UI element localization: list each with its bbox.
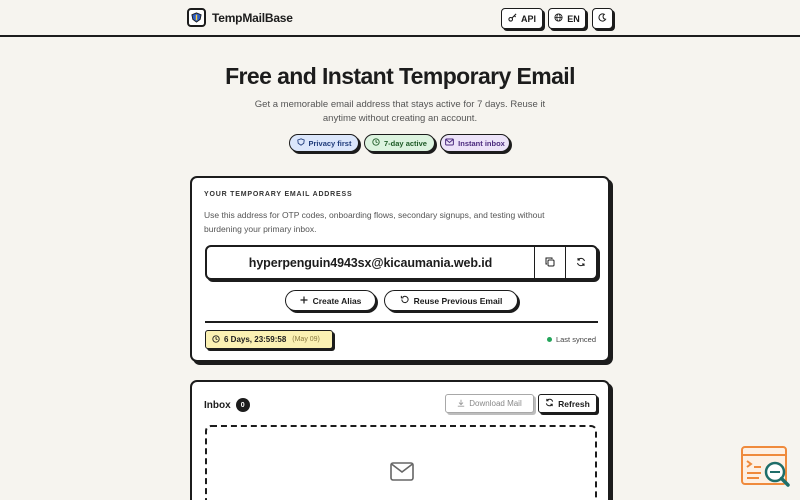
- search-document-icon: [741, 446, 791, 490]
- top-header: [0, 0, 800, 37]
- refresh-icon: [545, 398, 554, 409]
- mail-icon: [445, 138, 454, 148]
- shield-icon: [297, 138, 305, 148]
- instant-inbox-badge: [440, 134, 510, 152]
- page-title: Free and Instant Temporary Email: [225, 63, 575, 89]
- sync-status-label: Last synced: [555, 335, 596, 344]
- instant-inbox-label: Instant inbox: [458, 138, 505, 148]
- clock-icon: [212, 335, 220, 345]
- create-alias-button[interactable]: [285, 290, 376, 311]
- download-mail-label: Download Mail: [469, 399, 522, 408]
- create-alias-label: Create Alias: [312, 295, 362, 306]
- shield-logo-icon: [187, 8, 206, 27]
- support-widget[interactable]: [741, 446, 791, 490]
- seven-day-active-label: 7-day active: [384, 138, 427, 148]
- page-subtitle: Get a memorable email address that stays active for 7 days. Reuse it anytime without creating an account.: [254, 99, 546, 124]
- key-icon: [508, 13, 517, 24]
- expiry-date: (May 09): [292, 336, 320, 343]
- download-mail-button[interactable]: [445, 394, 534, 413]
- refresh-inbox-button[interactable]: [538, 394, 597, 413]
- empty-inbox-area: [205, 425, 597, 500]
- temporary-email-card: [190, 176, 610, 362]
- refresh-icon: [576, 254, 586, 272]
- download-icon: [457, 399, 465, 409]
- reuse-previous-email-label: Reuse Previous Email: [413, 295, 503, 306]
- plus-icon: [300, 296, 308, 306]
- api-button[interactable]: [501, 8, 543, 29]
- email-address-box: [205, 245, 598, 280]
- moon-icon: [598, 13, 607, 24]
- theme-toggle-button[interactable]: [592, 8, 613, 29]
- sync-status: [547, 335, 596, 344]
- email-address[interactable]: hyperpenguin4943sx@kicaumania.web.id: [248, 255, 493, 270]
- inbox-count-badge: 0: [236, 398, 250, 412]
- seven-day-active-badge: [364, 134, 435, 152]
- copy-email-button[interactable]: [534, 247, 565, 278]
- reuse-icon: [400, 295, 409, 306]
- inbox-title: Inbox: [204, 399, 231, 411]
- privacy-first-label: Privacy first: [308, 138, 352, 148]
- email-section-description: Use this address for OTP codes, onboarding flows, secondary signups, and testing without burdening your primary inbox.: [204, 210, 545, 234]
- api-label: API: [520, 13, 536, 24]
- reuse-previous-email-button[interactable]: [384, 290, 518, 311]
- language-label: EN: [567, 13, 580, 24]
- refresh-inbox-label: Refresh: [558, 398, 590, 409]
- expiry-timer-badge: [205, 330, 333, 349]
- sync-status-dot: [547, 337, 552, 342]
- clock-icon: [372, 138, 380, 148]
- expiry-timer-value: 6 Days, 23:59:58: [224, 335, 287, 344]
- email-section-label: YOUR TEMPORARY EMAIL ADDRESS: [204, 191, 353, 198]
- language-button[interactable]: [548, 8, 586, 29]
- inbox-heading: [204, 398, 250, 412]
- inbox-card: [190, 380, 610, 500]
- card-divider: [205, 321, 598, 323]
- brand-name: TempMailBase: [212, 10, 293, 25]
- regenerate-email-button[interactable]: [565, 247, 596, 278]
- globe-icon: [554, 13, 563, 24]
- mail-icon: [390, 462, 414, 486]
- copy-icon: [545, 254, 555, 272]
- brand-logo[interactable]: [187, 8, 293, 27]
- privacy-first-badge: [289, 134, 359, 152]
